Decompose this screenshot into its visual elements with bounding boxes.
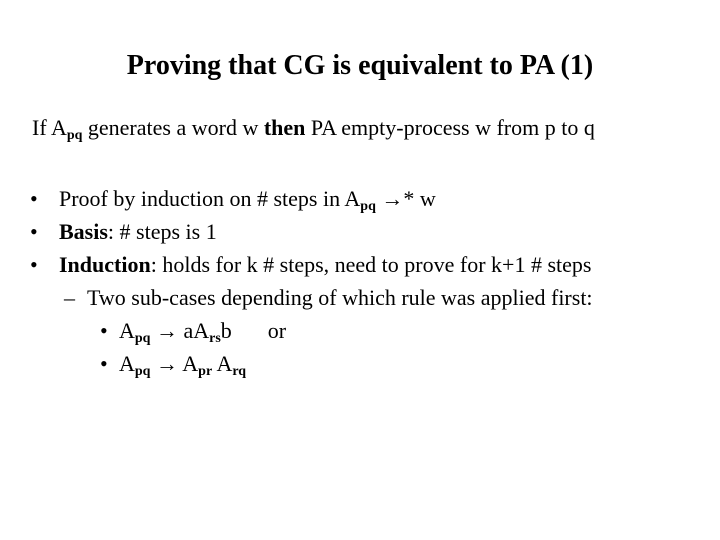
bullet-keyword: Basis	[59, 219, 108, 244]
theorem-statement	[32, 112, 595, 144]
arrow-icon: →	[150, 351, 183, 376]
bullet-text: : # steps is 1	[107, 219, 217, 244]
dash-marker: –	[64, 285, 75, 310]
rule-item-2	[30, 347, 593, 380]
arrow-icon: →	[375, 186, 404, 211]
bullet-list	[30, 182, 593, 380]
bullet-text: Proof by induction on # steps in A	[59, 186, 361, 211]
statement-text-1: If A	[32, 115, 67, 140]
bullet-subscript: pq	[360, 199, 376, 214]
bullet-induction	[30, 248, 593, 281]
rule-rhs-tail-subscript: rq	[232, 364, 247, 379]
bullet-keyword: Induction	[59, 252, 151, 277]
rule-rhs: A	[182, 351, 199, 376]
bullet-text: : holds for k # steps, need to prove for k+1 # steps	[150, 252, 592, 277]
bullet-marker: •	[30, 252, 38, 277]
subcase-item	[30, 281, 593, 314]
rule-rhs-tail: b	[220, 318, 232, 343]
bullet-proof	[30, 182, 593, 215]
statement-keyword: then	[263, 115, 306, 140]
bullet-marker: •	[30, 219, 38, 244]
bullet-marker: •	[100, 318, 108, 343]
statement-text-2: generates a word w	[82, 115, 264, 140]
bullet-basis	[30, 215, 593, 248]
rule-lhs-subscript: pq	[134, 364, 151, 379]
statement-text-3: PA empty-process w from p to q	[305, 115, 595, 140]
rule-item-1	[30, 314, 593, 347]
rule-lhs: A	[119, 318, 135, 343]
bullet-text-tail: * w	[403, 186, 436, 211]
slide-title: Proving that CG is equivalent to PA (1)	[126, 50, 594, 81]
rule-rhs-subscript: rs	[209, 331, 221, 346]
arrow-icon: →	[150, 318, 184, 343]
subcase-text: Two sub-cases depending of which rule was applied first:	[87, 285, 593, 310]
rule-connector: or	[267, 318, 287, 343]
rule-lhs-subscript: pq	[134, 331, 151, 346]
rule-lhs: A	[119, 351, 135, 376]
rule-rhs: aA	[183, 318, 210, 343]
rule-rhs-tail: A	[212, 351, 233, 376]
statement-subscript: pq	[66, 128, 83, 143]
bullet-marker: •	[30, 186, 38, 211]
bullet-marker: •	[100, 351, 108, 376]
rule-rhs-subscript: pr	[198, 364, 213, 379]
